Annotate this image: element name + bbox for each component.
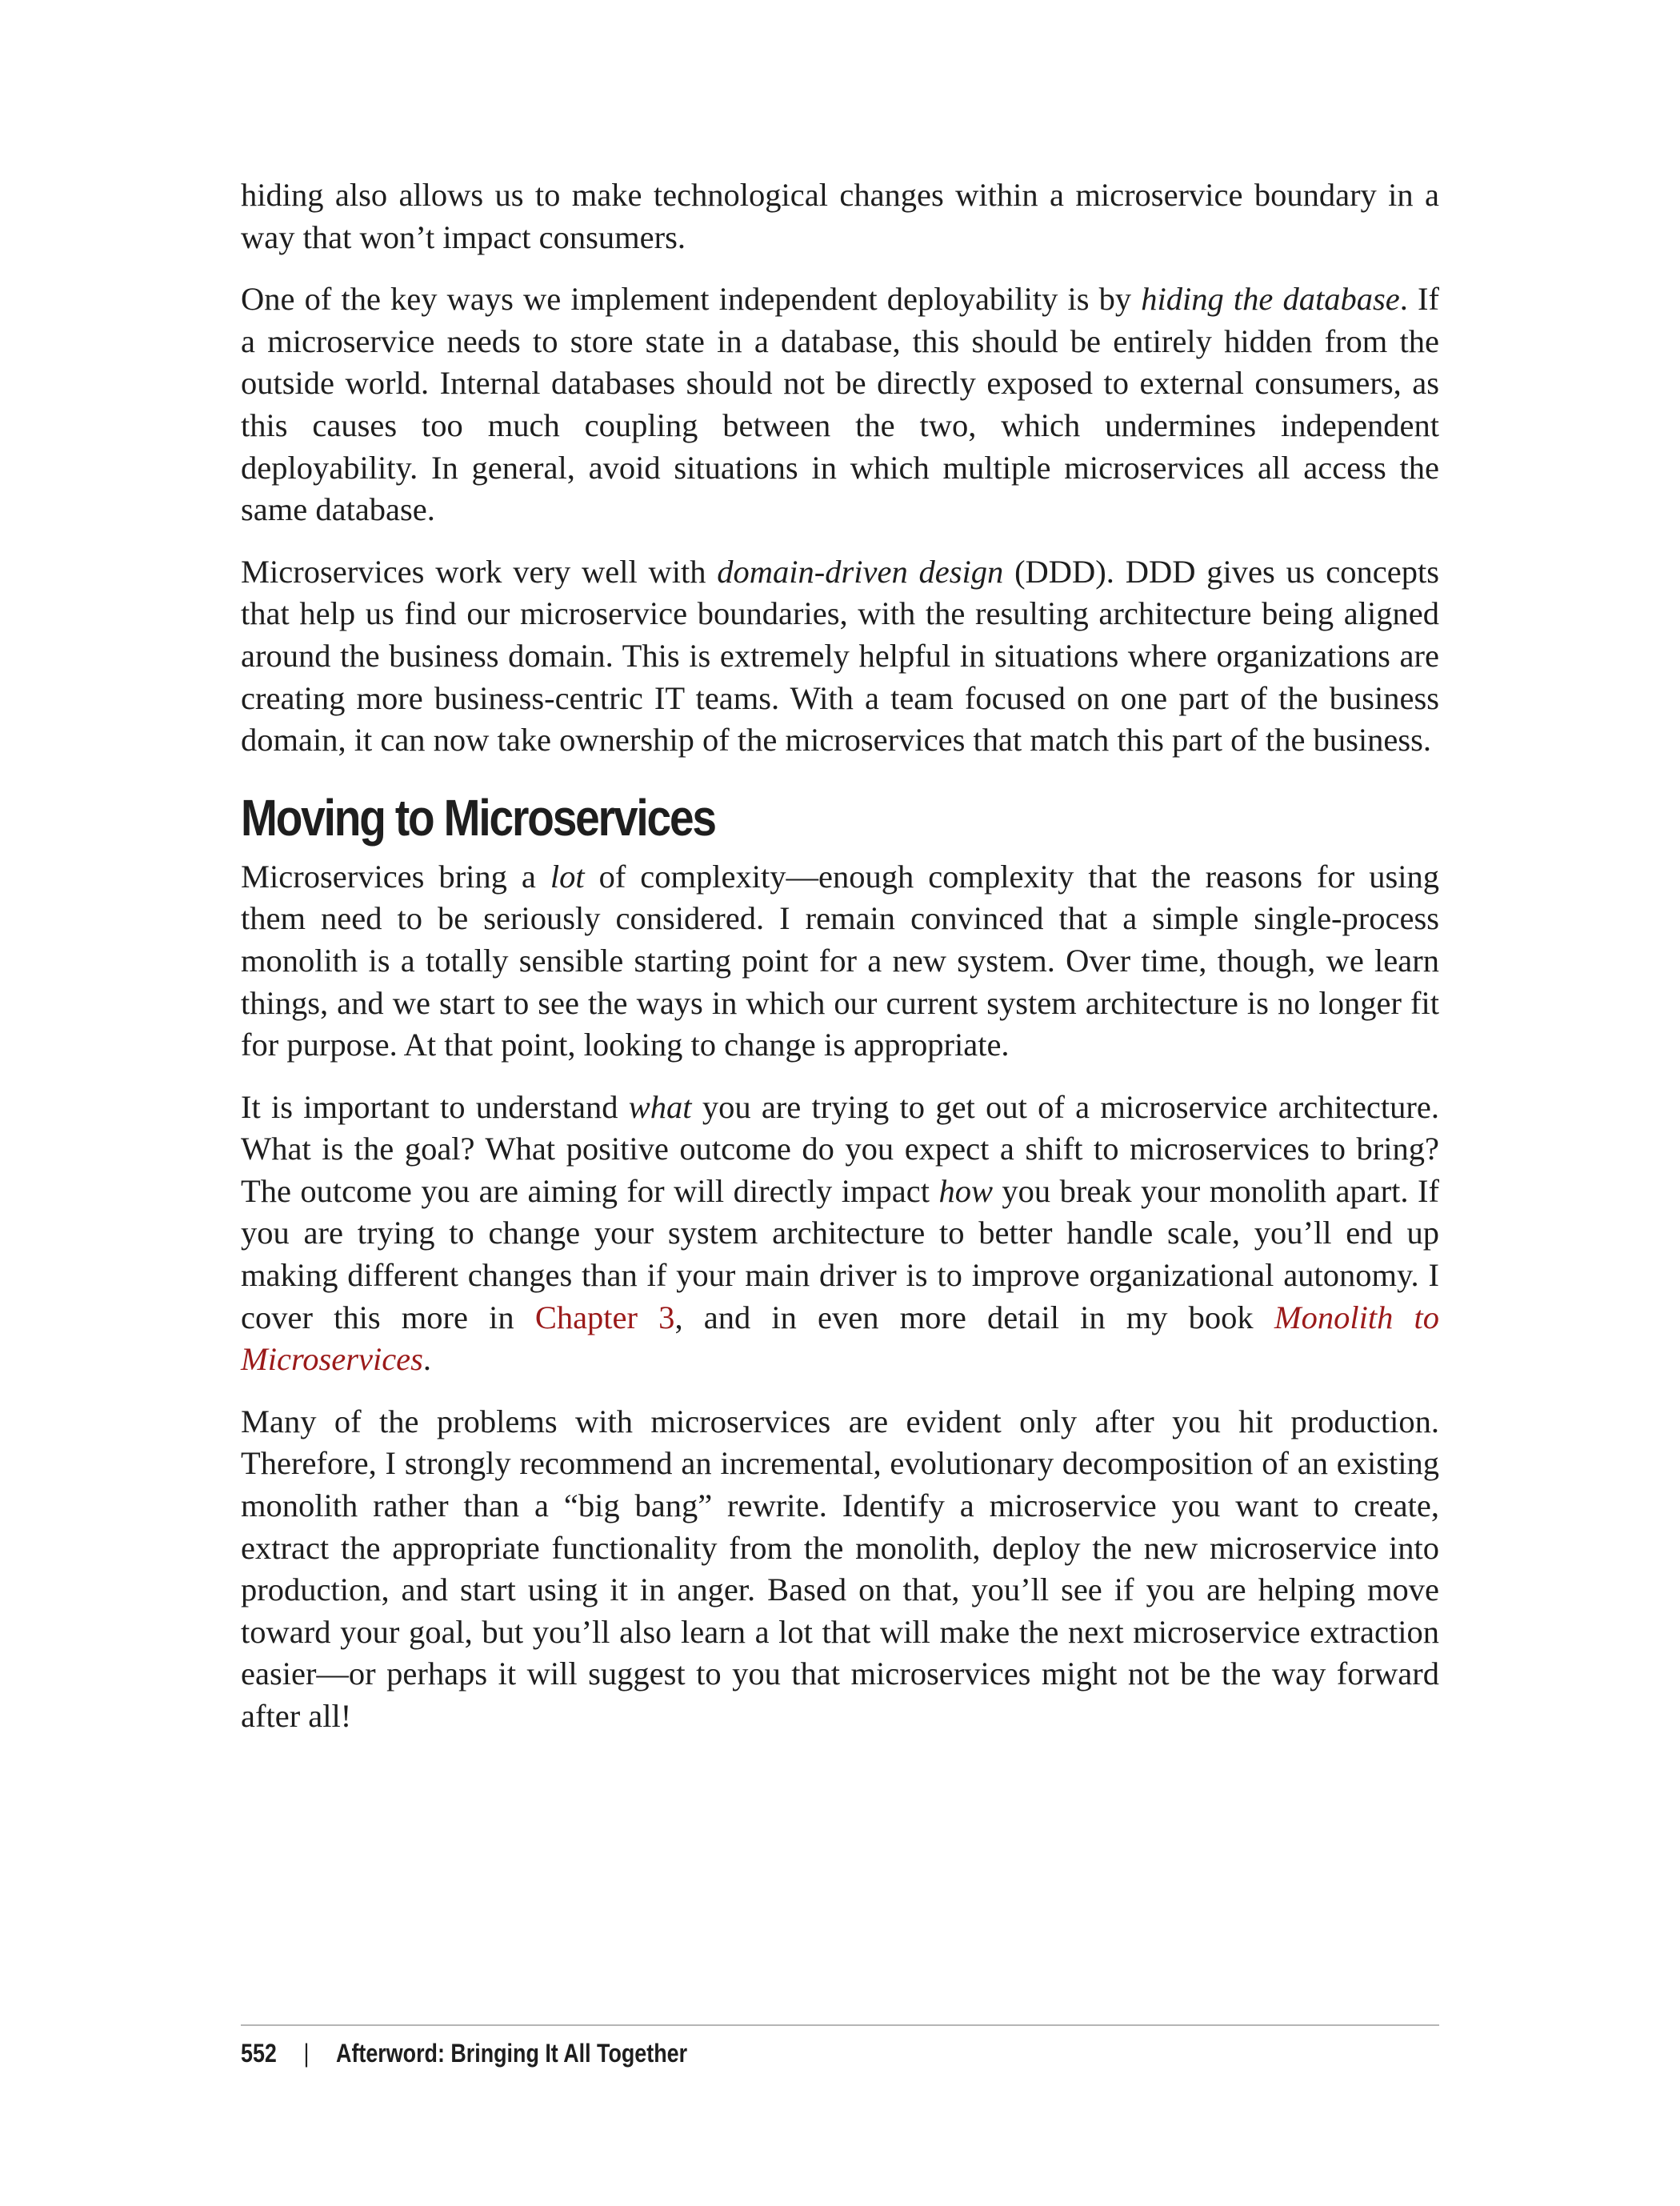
emphasis-text: lot bbox=[550, 858, 585, 895]
paragraph-text: , and in even more detail in my book bbox=[674, 1299, 1274, 1335]
book-title-link[interactable]: Monolith to Microservices bbox=[241, 1299, 1440, 1378]
paragraph-text: . bbox=[422, 1341, 432, 1378]
paragraph bbox=[241, 1087, 1439, 1381]
paragraph-text: Microservices work very well with bbox=[241, 553, 718, 590]
emphasis-text: hiding the database bbox=[1141, 281, 1400, 318]
paragraph bbox=[241, 278, 1439, 531]
emphasis-text: domain-driven design bbox=[717, 553, 1004, 590]
page-number: 552 bbox=[241, 2039, 277, 2068]
paragraph-text: (DDD). DDD gives us concepts that help us find our microservice boundaries, with the resulting architecture being aligned around the business domain. This is extremely helpful in situations where organizations are creating more business-centric IT teams. With a team focused on one part of the business domain, it can now take ownership of the microservices that match this part of the business. bbox=[241, 553, 1439, 759]
cross-reference-link[interactable]: Chapter 3 bbox=[534, 1299, 675, 1335]
paragraph bbox=[241, 174, 1439, 258]
paragraph-text: . If a microservice needs to store state in a database, this should be entirely hidden from the outside world. Internal databases should not be directly exposed to external consumers, as this causes too much coupling between the two, which undermines independent deployability. In general, avoid situations in which multiple microservices all access the same database. bbox=[241, 281, 1439, 528]
emphasis-text: what bbox=[628, 1088, 692, 1125]
bottom-paragraphs bbox=[241, 856, 1439, 1738]
paragraph bbox=[241, 551, 1439, 762]
emphasis-text: how bbox=[938, 1172, 993, 1209]
paragraph-text: Many of the problems with microservices are evident only after you hit production. Therefore, I strongly recommend an incremental, evolutionary decomposition of an existing monolith rather than a “big bang” rewrite. Identify a microservice you want to create, extract the appropriate functionality from the monolith, deploy the new microservice into production, and start using it in anger. Based on that, you’ll see if you are helping move toward your goal, but you’ll also learn a lot that will make the next microservice extraction easier—or perhaps it will suggest to you that microservices might not be the way forward after all! bbox=[241, 1403, 1439, 1734]
footer-rule bbox=[241, 2024, 1439, 2026]
paragraph-text: you are trying to get out of a microservice architecture. What is the goal? What positive outcome do you expect a shift to microservices to bring? The outcome you are aiming for will directly impact bbox=[241, 1088, 1439, 1209]
page-footer bbox=[241, 2024, 1439, 2071]
footer-separator: | bbox=[303, 2039, 310, 2068]
paragraph bbox=[241, 1401, 1439, 1738]
paragraph-text: It is important to understand bbox=[241, 1088, 629, 1125]
section-heading: Moving to Microservices bbox=[241, 788, 715, 847]
paragraph-text: you break your monolith apart. If you are trying to change your system architecture to better handle scale, you’ll end up making different changes than if your main driver is to improve organizational autonomy. I cover this more in bbox=[241, 1172, 1439, 1335]
footer-line bbox=[241, 2036, 1247, 2071]
paragraph-text: Microservices bring a bbox=[241, 858, 550, 895]
paragraph-text: of complexity—enough complexity that the reasons for using them need to be seriously considered. I remain convinced that a simple single-process monolith is a totally sensible starting point for a new system. Over time, though, we learn things, and we start to see the ways in which our current system architecture is no longer fit for purpose. At that point, looking to change is appropriate. bbox=[241, 858, 1439, 1063]
paragraph bbox=[241, 856, 1439, 1067]
page-body bbox=[241, 174, 1439, 1758]
paragraph-text: One of the key ways we implement independent deployability is by bbox=[241, 281, 1142, 318]
top-paragraphs bbox=[241, 174, 1439, 762]
paragraph-text: hiding also allows us to make technological changes within a microservice boundary in a way that won’t impact consumers. bbox=[241, 177, 1439, 255]
running-title: Afterword: Bringing It All Together bbox=[336, 2039, 688, 2068]
